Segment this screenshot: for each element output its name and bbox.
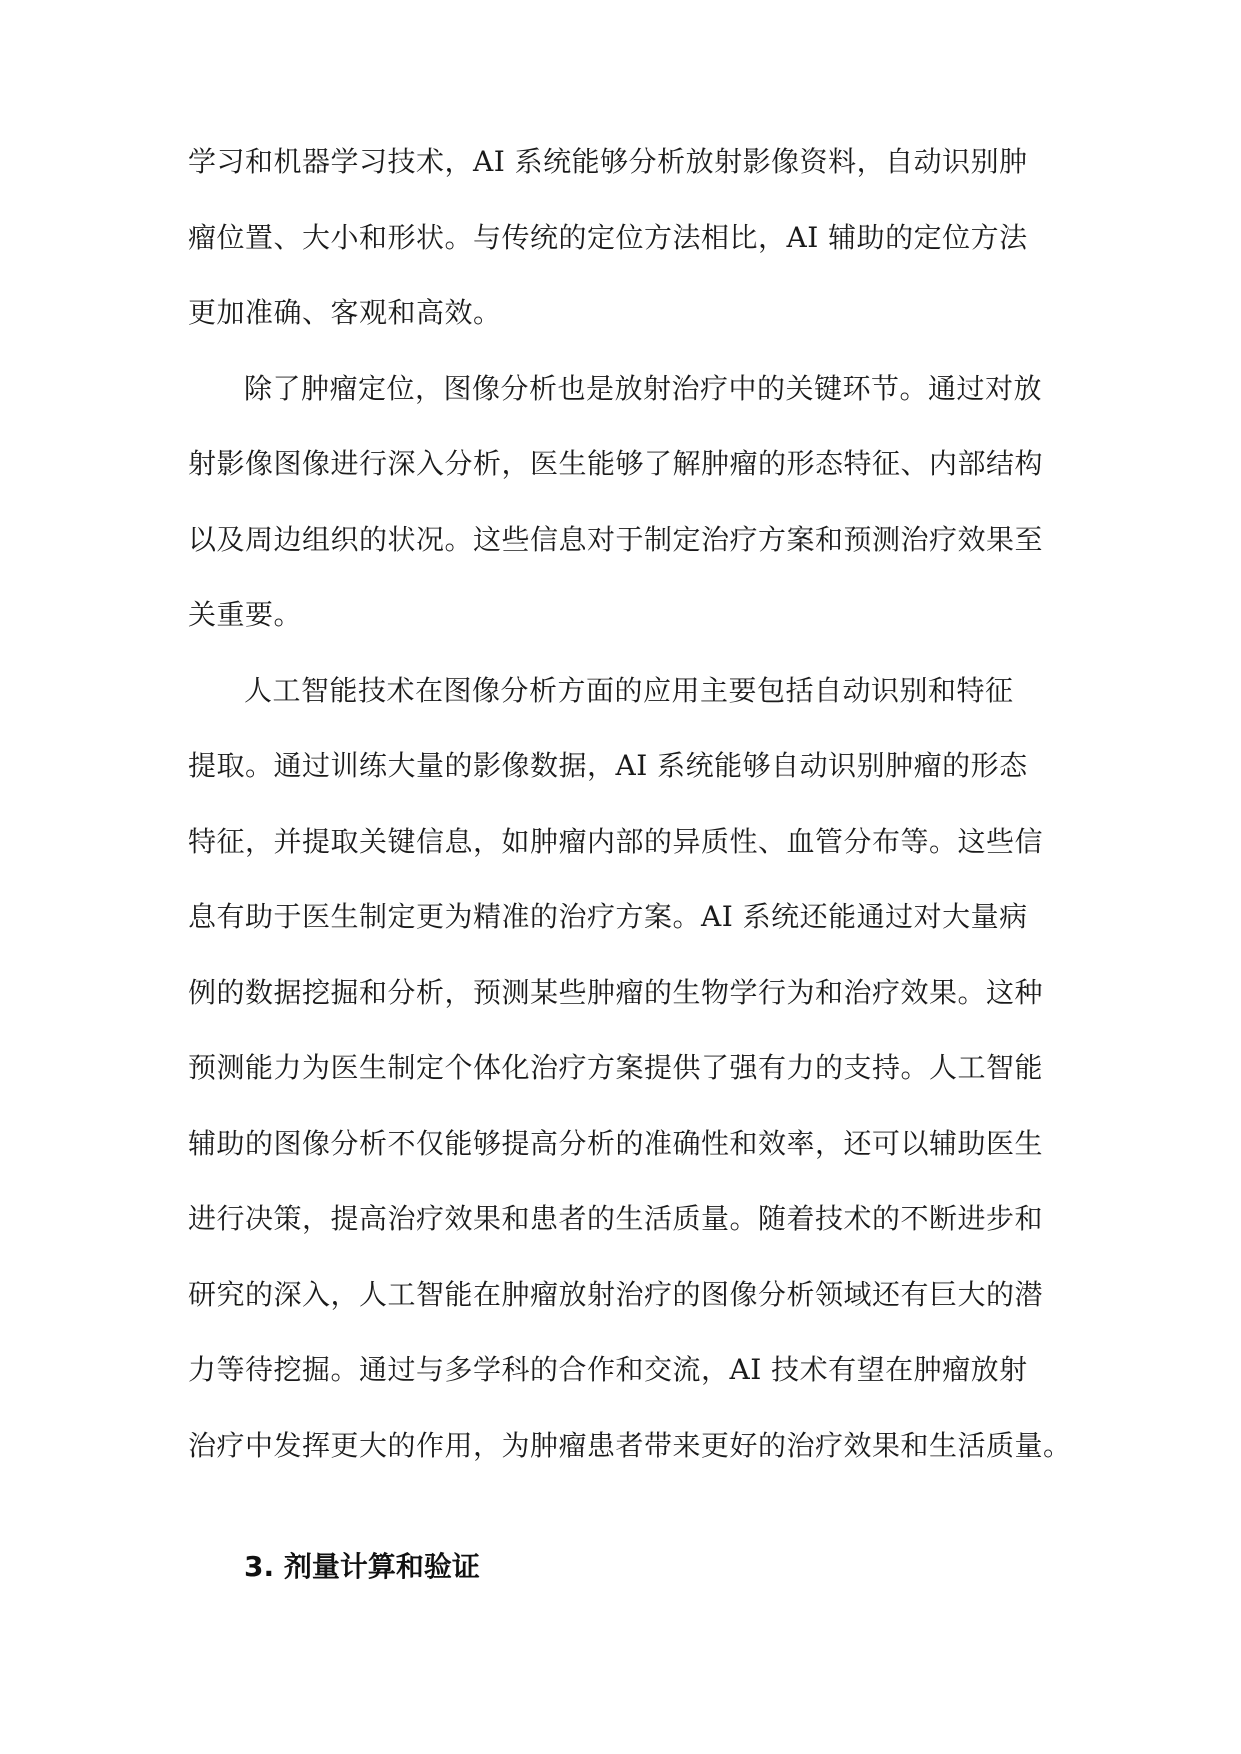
section-heading: 3. 剂量计算和验证 (244, 1550, 480, 1583)
text-line: 研究的深入，人工智能在肿瘤放射治疗的图像分析领域还有巨大的潜 (188, 1277, 1044, 1311)
text-line: 力等待挖掘。通过与多学科的合作和交流，AI 技术有望在肿瘤放射 (188, 1353, 1028, 1386)
text-line: 治疗中发挥更大的作用，为肿瘤患者带来更好的治疗效果和生活质量。 (188, 1428, 1072, 1462)
text-line: 瘤位置、大小和形状。与传统的定位方法相比，AI 辅助的定位方法 (188, 220, 1028, 254)
text-line: 辅助的图像分析不仅能够提高分析的准确性和效率，还可以辅助医生 (188, 1126, 1044, 1160)
text-line: 进行决策，提高治疗效果和患者的生活质量。随着技术的不断进步和 (188, 1202, 1044, 1235)
text-line: 更加准确、客观和高效。 (188, 296, 502, 329)
paragraph-first-line: 除了肿瘤定位，图像分析也是放射治疗中的关键环节。通过对放 (244, 371, 1043, 405)
text-line: 例的数据挖掘和分析，预测某些肿瘤的生物学行为和治疗效果。这种 (188, 975, 1044, 1009)
text-line: 学习和机器学习技术，AI 系统能够分析放射影像资料，自动识别肿 (188, 145, 1028, 178)
text-line: 以及周边组织的状况。这些信息对于制定治疗方案和预测治疗效果至 (188, 522, 1044, 556)
text-line: 射影像图像进行深入分析，医生能够了解肿瘤的形态特征、内部结构 (188, 447, 1044, 480)
body-text (188, 142, 1072, 1501)
text-line: 息有助于医生制定更为精准的治疗方案。AI 系统还能通过对大量病 (188, 900, 1028, 933)
text-line: 预测能力为医生制定个体化治疗方案提供了强有力的支持。人工智能 (188, 1051, 1044, 1084)
text-line: 提取。通过训练大量的影像数据，AI 系统能够自动识别肿瘤的形态 (188, 749, 1028, 782)
paragraph-first-line: 人工智能技术在图像分析方面的应用主要包括自动识别和特征 (244, 673, 1014, 707)
text-line: 关重要。 (188, 598, 303, 631)
text-line: 特征，并提取关键信息，如肿瘤内部的异质性、血管分布等。这些信 (188, 824, 1044, 858)
